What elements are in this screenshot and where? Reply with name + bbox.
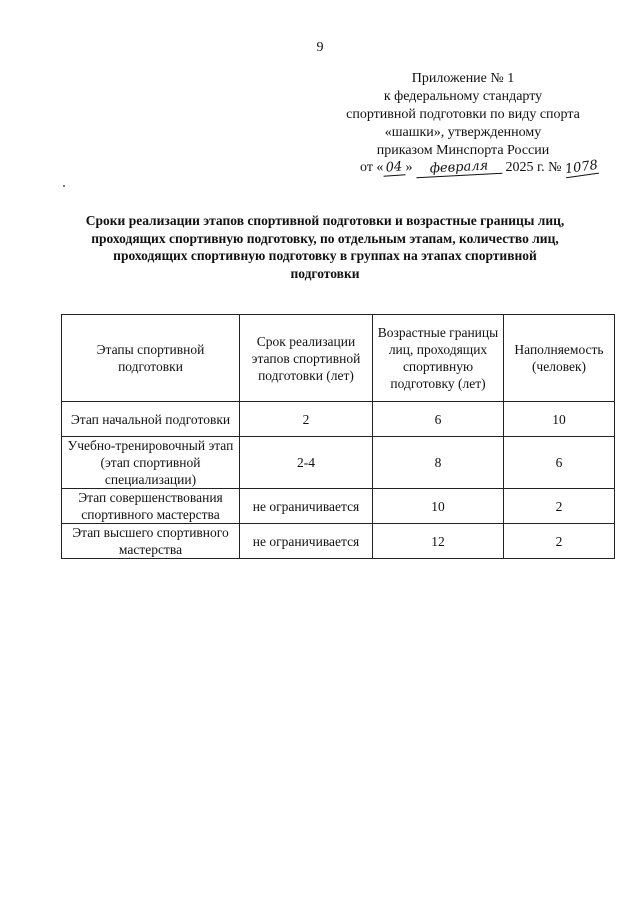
- document-title: [62, 212, 588, 282]
- handwritten-order-number: 1078: [564, 157, 599, 178]
- appendix-line: спортивной подготовки по виду спорта: [346, 107, 580, 122]
- header-stages: Этапы спортивной подготовки: [62, 315, 240, 402]
- cell-size: 10: [504, 402, 615, 437]
- cell-age: 6: [373, 402, 504, 437]
- cell-stage: Этап совершенствования спортивного мастерства: [62, 489, 240, 524]
- table-row: [62, 437, 615, 489]
- date-year: 2025 г. №: [505, 160, 562, 175]
- scan-speck: [63, 185, 65, 187]
- table-row: [62, 489, 615, 524]
- cell-size: 2: [504, 489, 615, 524]
- table-row: [62, 524, 615, 559]
- order-date-line: [360, 157, 599, 178]
- handwritten-day: 04: [383, 159, 406, 176]
- cell-duration: не ограничивается: [240, 524, 373, 559]
- appendix-block: [340, 70, 586, 160]
- date-prefix: от «: [360, 160, 384, 175]
- appendix-line: «шашки», утвержденному: [384, 125, 542, 140]
- header-age-limits: Возрастные границы лиц, проходящих спортивную подготовку (лет): [373, 315, 504, 402]
- cell-size: 2: [504, 524, 615, 559]
- cell-duration: 2-4: [240, 437, 373, 489]
- title-line: проходящих спортивную подготовку, по отдельным этапам, количество лиц,: [91, 230, 559, 246]
- title-line: проходящих спортивную подготовку в группах на этапах спортивной: [113, 248, 537, 263]
- cell-size: 6: [504, 437, 615, 489]
- header-group-size: Наполняемость (человек): [504, 315, 615, 402]
- table-header-row: [62, 315, 615, 402]
- title-line: Сроки реализации этапов спортивной подготовки и возрастные границы лиц,: [85, 213, 565, 228]
- table-row: [62, 402, 615, 437]
- cell-stage: Этап начальной подготовки: [62, 402, 240, 437]
- cell-age: 10: [373, 489, 504, 524]
- cell-stage: Этап высшего спортивного мастерства: [62, 524, 240, 559]
- cell-stage: Учебно-тренировочный этап (этап спортивной специализации): [62, 437, 240, 489]
- appendix-line: приказом Минспорта России: [376, 143, 550, 158]
- title-line: подготовки: [290, 265, 360, 281]
- cell-age: 12: [373, 524, 504, 559]
- stages-table: [61, 314, 615, 559]
- appendix-line: к федеральному стандарту: [383, 89, 543, 104]
- handwritten-month: февраля: [416, 158, 503, 178]
- page-number: 9: [316, 40, 324, 55]
- cell-duration: 2: [240, 402, 373, 437]
- header-duration: Срок реализации этапов спортивной подготовки (лет): [240, 315, 373, 402]
- cell-age: 8: [373, 437, 504, 489]
- date-mid: »: [405, 160, 413, 175]
- cell-duration: не ограничивается: [240, 489, 373, 524]
- appendix-line: Приложение № 1: [411, 71, 515, 86]
